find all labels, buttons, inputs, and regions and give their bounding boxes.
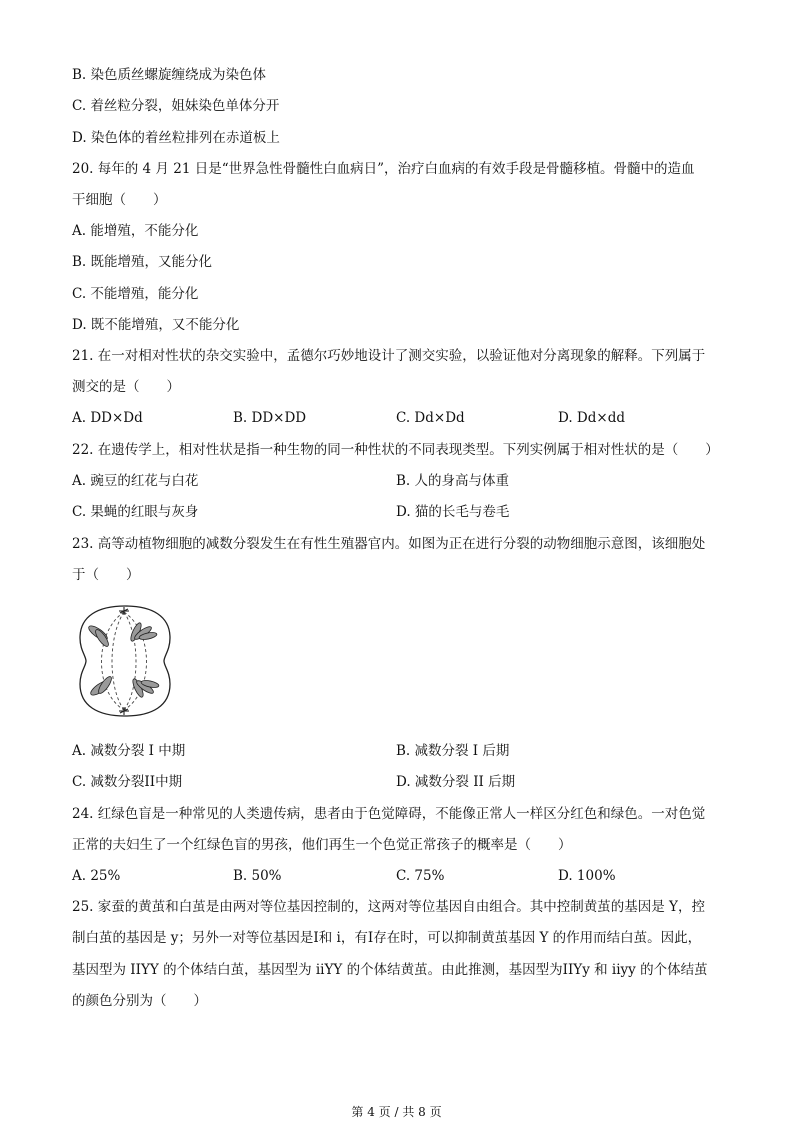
q23-stem-line-2: 于（ ）	[72, 567, 140, 583]
q25-stem-line-2: 制白茧的基因是 y；另外一对等位基因是I和 i，有I存在时，可以抑制黄茧基因 Y 的作用而结白茧。因此，	[72, 930, 702, 946]
q25-stem-line-4: 的颜色分别为（ ）	[72, 993, 207, 1009]
q25-stem-line-1: 25. 家蚕的黄茧和白茧是由两对等位基因控制的，这两对等位基因自由组合。其中控制黄茧的基因是 Y，控	[72, 899, 705, 915]
q20-option-c: C. 不能增殖，能分化	[72, 286, 199, 302]
q22-option-b: B. 人的身高与体重	[396, 473, 510, 489]
q23-option-a: A. 减数分裂 I 中期	[72, 743, 186, 759]
q24-option-c: C. 75%	[396, 868, 445, 884]
q21-option-b: B. DD×DD	[233, 410, 307, 426]
dividing-cell-diagram	[72, 602, 178, 720]
q23-option-b: B. 减数分裂 I 后期	[396, 743, 510, 759]
q22-option-c: C. 果蝇的红眼与灰身	[72, 504, 199, 520]
page-number-footer: 第 4 页 / 共 8 页	[351, 1105, 442, 1119]
q20-stem-line-2: 干细胞（ ）	[72, 192, 167, 208]
q20-option-b: B. 既能增殖，又能分化	[72, 254, 213, 270]
q21-stem-line-1: 21. 在一对相对性状的杂交实验中，孟德尔巧妙地设计了测交实验，以验证他对分离现象的解释。下列属于	[72, 348, 706, 364]
q24-stem-line-2: 正常的夫妇生了一个红绿色盲的男孩，他们再生一个色觉正常孩子的概率是（ ）	[72, 837, 572, 853]
q19-option-c: C. 着丝粒分裂，姐妹染色单体分开	[72, 98, 280, 114]
q22-option-a: A. 豌豆的红花与白花	[72, 473, 199, 489]
q23-option-c: C. 减数分裂II中期	[72, 774, 183, 790]
q23-stem-line-1: 23. 高等动植物细胞的减数分裂发生在有性生殖器官内。如图为正在进行分裂的动物细胞示意图，该细胞处	[72, 536, 706, 552]
q21-option-d: D. Dd×dd	[558, 410, 625, 426]
q22-option-d: D. 猫的长毛与卷毛	[396, 504, 510, 520]
q24-option-a: A. 25%	[72, 868, 121, 884]
q19-option-d: D. 染色体的着丝粒排列在赤道板上	[72, 130, 280, 146]
q20-option-d: D. 既不能增殖，又不能分化	[72, 317, 240, 333]
q25-stem-line-3: 基因型为 IIYY 的个体结白茧，基因型为 iiYY 的个体结黄茧。由此推测，基因型为IIYy 和 iiyy 的个体结茧	[72, 962, 708, 978]
q21-option-a: A. DD×Dd	[72, 410, 143, 426]
q24-option-d: D. 100%	[558, 868, 616, 884]
q19-option-b: B. 染色质丝螺旋缠绕成为染色体	[72, 67, 267, 83]
q24-option-b: B. 50%	[233, 868, 282, 884]
q23-option-d: D. 减数分裂 II 后期	[396, 774, 516, 790]
q21-option-c: C. Dd×Dd	[396, 410, 465, 426]
q21-stem-line-2: 测交的是（ ）	[72, 379, 180, 395]
q20-stem-line-1: 20. 每年的 4 月 21 日是“世界急性骨髓性白血病日”，治疗白血病的有效手段是骨髓移植。骨髓中的造血	[72, 161, 695, 177]
q22-stem-line-1: 22. 在遗传学上，相对性状是指一种生物的同一种性状的不同表现类型。下列实例属于相对性状的是（ ）	[72, 442, 719, 458]
q20-option-a: A. 能增殖，不能分化	[72, 223, 199, 239]
q24-stem-line-1: 24. 红绿色盲是一种常见的人类遗传病，患者由于色觉障碍，不能像正常人一样区分红色和绿色。一对色觉	[72, 806, 706, 822]
